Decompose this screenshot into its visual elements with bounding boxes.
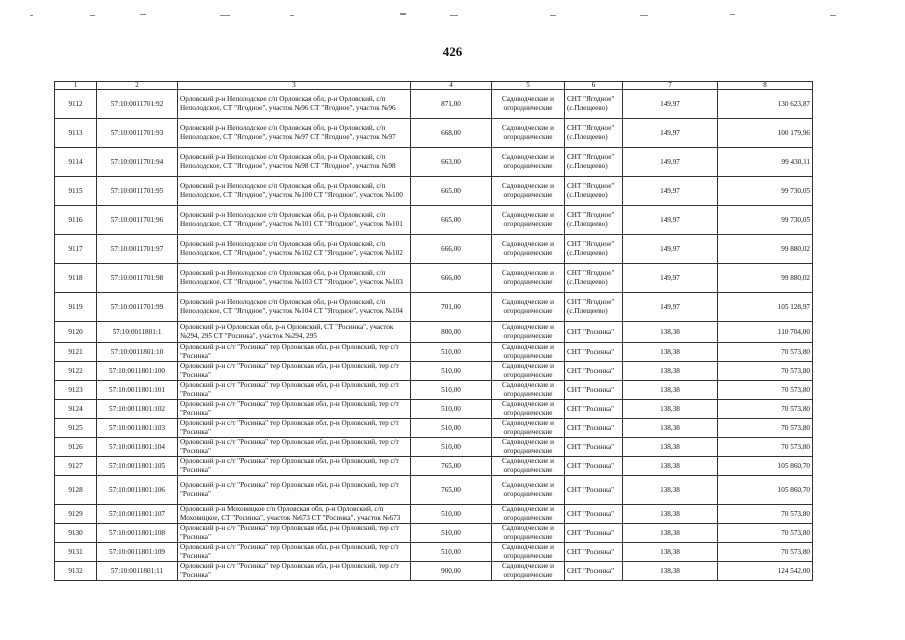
partnership-name-cell: СНТ "Ягодное" (с.Плещеево) [565,293,623,322]
area-cell: 510,00 [411,419,492,438]
row-number-cell: 9117 [55,235,97,264]
cadastral-value-cell: 70 573,80 [718,419,813,438]
land-use-cell: Садоводческие и огороднические [492,177,565,206]
partnership-name-cell: СНТ "Ягодное" (с.Плещеево) [565,235,623,264]
address-cell: Орловский р-н с/т "Росинка" тер Орловская обл, р-н Орловский, тер с/т "Росинка" [178,457,411,476]
column-number-row [55,82,813,90]
land-use-cell: Садоводческие и огороднические [492,476,565,505]
row-number-cell: 9124 [55,400,97,419]
area-cell: 510,00 [411,362,492,381]
row-number-cell: 9112 [55,90,97,119]
address-cell: Орловский р-н Неполодское с/п Орловская обл, р-н Орловский, с/п Неполодское, СТ "Ягодное", участок №102 СТ "Ягодное", участок №102 [178,235,411,264]
table-row [55,476,813,505]
partnership-name-cell: СНТ "Ягодное" (с.Плещеево) [565,264,623,293]
partnership-name-cell: СНТ "Ягодное" (с.Плещеево) [565,177,623,206]
unit-price-cell: 138,38 [623,457,718,476]
unit-price-cell: 138,38 [623,438,718,457]
cadastral-number-cell: 57:10:0011801:104 [97,438,178,457]
address-cell: Орловский р-н с/т "Росинка" тер Орловская обл, р-н Орловский, тер с/т "Росинка" [178,381,411,400]
address-cell: Орловский р-н с/т "Росинка" тер Орловская обл, р-н Орловский, тер с/т "Росинка" [178,562,411,581]
unit-price-cell: 149,97 [623,177,718,206]
column-header: 2 [97,82,178,90]
cadastral-number-cell: 57:10:0011801:105 [97,457,178,476]
cadastral-number-cell: 57:10:0011801:109 [97,543,178,562]
unit-price-cell: 138,38 [623,505,718,524]
land-use-cell: Садоводческие и огороднические [492,419,565,438]
area-cell: 666,00 [411,264,492,293]
cadastral-value-cell: 99 880,02 [718,235,813,264]
partnership-name-cell: СНТ "Росинка" [565,381,623,400]
cadastral-value-cell: 105 860,70 [718,457,813,476]
table-row [55,543,813,562]
cadastral-value-cell: 70 573,80 [718,362,813,381]
area-cell: 765,00 [411,457,492,476]
unit-price-cell: 138,38 [623,400,718,419]
table-row [55,505,813,524]
address-cell: Орловский р-н Неполодское с/п Орловская обл, р-н Орловский, с/п Неполодское, СТ "Ягодное", участок №100 СТ "Ягодное", участок №100 [178,177,411,206]
partnership-name-cell: СНТ "Росинка" [565,562,623,581]
column-header: 7 [623,82,718,90]
scan-artifacts [30,12,870,18]
page-number: 426 [442,44,463,59]
row-number-cell: 9127 [55,457,97,476]
address-cell: Орловский р-н с/т "Росинка" тер Орловская обл, р-н Орловский, тер с/т "Росинка" [178,438,411,457]
cadastral-value-cell: 70 573,80 [718,400,813,419]
row-number-cell: 9115 [55,177,97,206]
land-use-cell: Садоводческие и огороднические [492,343,565,362]
cadastral-value-cell: 110 704,00 [718,322,813,343]
cadastral-number-cell: 57:10:0011701:93 [97,119,178,148]
row-number-cell: 9129 [55,505,97,524]
cadastral-number-cell: 57:10:0011701:92 [97,90,178,119]
partnership-name-cell: СНТ "Росинка" [565,362,623,381]
cadastral-number-cell: 57:10:0011801:108 [97,524,178,543]
row-number-cell: 9130 [55,524,97,543]
cadastral-value-cell: 99 730,05 [718,206,813,235]
area-cell: 701,00 [411,293,492,322]
land-use-cell: Садоводческие и огороднические [492,206,565,235]
area-cell: 510,00 [411,400,492,419]
partnership-name-cell: СНТ "Росинка" [565,476,623,505]
area-cell: 765,00 [411,476,492,505]
column-header: 1 [55,82,97,90]
partnership-name-cell: СНТ "Росинка" [565,457,623,476]
table-row [55,362,813,381]
cadastral-value-cell: 99 880,02 [718,264,813,293]
land-use-cell: Садоводческие и огороднические [492,264,565,293]
cadastral-value-cell: 99 730,05 [718,177,813,206]
land-use-cell: Садоводческие и огороднические [492,119,565,148]
row-number-cell: 9113 [55,119,97,148]
row-number-cell: 9131 [55,543,97,562]
table-row [55,148,813,177]
address-cell: Орловский р-н с/т "Росинка" тер Орловская обл, р-н Орловский, тер с/т "Росинка" [178,476,411,505]
table-row [55,457,813,476]
column-header: 4 [411,82,492,90]
area-cell: 510,00 [411,505,492,524]
land-use-cell: Садоводческие и огороднические [492,457,565,476]
cadastral-number-cell: 57:10:0011801:101 [97,381,178,400]
unit-price-cell: 149,97 [623,235,718,264]
row-number-cell: 9132 [55,562,97,581]
cadastral-number-cell: 57:10:0011701:98 [97,264,178,293]
unit-price-cell: 138,38 [623,381,718,400]
unit-price-cell: 149,97 [623,119,718,148]
land-use-cell: Садоводческие и огороднические [492,90,565,119]
cadastral-value-cell: 99 430,11 [718,148,813,177]
partnership-name-cell: СНТ "Ягодное" (с.Плещеево) [565,206,623,235]
unit-price-cell: 138,38 [623,322,718,343]
partnership-name-cell: СНТ "Росинка" [565,438,623,457]
cadastral-value-cell: 70 573,80 [718,543,813,562]
land-use-cell: Садоводческие и огороднические [492,438,565,457]
column-header: 6 [565,82,623,90]
cadastral-value-cell: 105 128,97 [718,293,813,322]
land-use-cell: Садоводческие и огороднические [492,293,565,322]
table-row [55,322,813,343]
cadastral-number-cell: 57:10:0011801:107 [97,505,178,524]
partnership-name-cell: СНТ "Росинка" [565,419,623,438]
row-number-cell: 9116 [55,206,97,235]
cadastral-value-cell: 124 542,00 [718,562,813,581]
address-cell: Орловский р-н Неполодское с/п Орловская обл, р-н Орловский, с/п Неполодское, СТ "Ягодное", участок №98 СТ "Ягодное", участок №98 [178,148,411,177]
partnership-name-cell: СНТ "Росинка" [565,400,623,419]
address-cell: Орловский р-н с/т "Росинка" тер Орловская обл, р-н Орловский, тер с/т "Росинка" [178,419,411,438]
address-cell: Орловский р-н с/т "Росинка" тер Орловская обл, р-н Орловский, тер с/т "Росинка" [178,362,411,381]
row-number-cell: 9118 [55,264,97,293]
row-number-cell: 9119 [55,293,97,322]
area-cell: 510,00 [411,438,492,457]
unit-price-cell: 149,97 [623,264,718,293]
partnership-name-cell: СНТ "Ягодное" (с.Плещеево) [565,148,623,177]
unit-price-cell: 138,38 [623,476,718,505]
table-row [55,381,813,400]
table-row [55,524,813,543]
address-cell: Орловский р-н с/т "Росинка" тер Орловская обл, р-н Орловский, тер с/т "Росинка" [178,343,411,362]
row-number-cell: 9121 [55,343,97,362]
partnership-name-cell: СНТ "Росинка" [565,322,623,343]
area-cell: 663,00 [411,148,492,177]
cadastral-value-cell: 105 860,70 [718,476,813,505]
cadastral-value-cell: 70 573,80 [718,524,813,543]
unit-price-cell: 138,38 [623,543,718,562]
cadastral-number-cell: 57:10:0011701:96 [97,206,178,235]
land-use-cell: Садоводческие и огороднические [492,148,565,177]
cadastral-number-cell: 57:10:0011801:100 [97,362,178,381]
partnership-name-cell: СНТ "Ягодное" (с.Плещеево) [565,90,623,119]
partnership-name-cell: СНТ "Росинка" [565,343,623,362]
table-row [55,206,813,235]
unit-price-cell: 149,97 [623,148,718,177]
land-registry-table [54,81,813,581]
address-cell: Орловский р-н Неполодское с/п Орловская обл, р-н Орловский, с/п Неполодское, СТ "Ягодное", участок №101 СТ "Ягодное", участок №101 [178,206,411,235]
table-row [55,177,813,206]
cadastral-number-cell: 57:10:0011701:94 [97,148,178,177]
table-row [55,438,813,457]
address-cell: Орловский р-н Моховицкое с/п Орловская обл, р-н Орловский, с/п Моховицкое, СТ "Росинка", участок №673 СТ "Росинка", участок №673 [178,505,411,524]
partnership-name-cell: СНТ "Росинка" [565,505,623,524]
area-cell: 665,00 [411,177,492,206]
unit-price-cell: 149,97 [623,293,718,322]
address-cell: Орловский р-н Орловская обл, р-н Орловский, СТ "Росинка", участок №294, 295 СТ "Росинка", участок №294, 295 [178,322,411,343]
cadastral-value-cell: 100 179,96 [718,119,813,148]
cadastral-number-cell: 57:10:0011801:10 [97,343,178,362]
land-use-cell: Садоводческие и огороднические [492,505,565,524]
partnership-name-cell: СНТ "Росинка" [565,524,623,543]
land-use-cell: Садоводческие и огороднические [492,235,565,264]
area-cell: 510,00 [411,343,492,362]
cadastral-number-cell: 57:10:0011701:97 [97,235,178,264]
column-header: 8 [718,82,813,90]
table-row [55,419,813,438]
partnership-name-cell: СНТ "Росинка" [565,543,623,562]
cadastral-number-cell: 57:10:0011801:1 [97,322,178,343]
table-row [55,264,813,293]
cadastral-value-cell: 70 573,80 [718,343,813,362]
unit-price-cell: 138,38 [623,419,718,438]
area-cell: 666,00 [411,235,492,264]
area-cell: 871,00 [411,90,492,119]
address-cell: Орловский р-н Неполодское с/п Орловская обл, р-н Орловский, с/п Неполодское, СТ "Ягодное", участок №96 СТ "Ягодное", участок №96 [178,90,411,119]
cadastral-value-cell: 130 623,87 [718,90,813,119]
cadastral-number-cell: 57:10:0011801:103 [97,419,178,438]
address-cell: Орловский р-н с/т "Росинка" тер Орловская обл, р-н Орловский, тер с/т "Росинка" [178,543,411,562]
partnership-name-cell: СНТ "Ягодное" (с.Плещеево) [565,119,623,148]
unit-price-cell: 138,38 [623,562,718,581]
land-use-cell: Садоводческие и огороднические [492,362,565,381]
area-cell: 668,00 [411,119,492,148]
row-number-cell: 9126 [55,438,97,457]
unit-price-cell: 149,97 [623,206,718,235]
land-use-cell: Садоводческие и огороднические [492,322,565,343]
land-use-cell: Садоводческие и огороднические [492,381,565,400]
unit-price-cell: 138,38 [623,362,718,381]
land-use-cell: Садоводческие и огороднические [492,524,565,543]
unit-price-cell: 138,38 [623,524,718,543]
address-cell: Орловский р-н Неполодское с/п Орловская обл, р-н Орловский, с/п Неполодское, СТ "Ягодное", участок №97 СТ "Ягодное", участок №97 [178,119,411,148]
table-row [55,119,813,148]
row-number-cell: 9128 [55,476,97,505]
cadastral-value-cell: 70 573,80 [718,505,813,524]
table-row [55,562,813,581]
cadastral-number-cell: 57:10:0011801:102 [97,400,178,419]
area-cell: 800,00 [411,322,492,343]
address-cell: Орловский р-н Неполодское с/п Орловская обл, р-н Орловский, с/п Неполодское, СТ "Ягодное", участок №103 СТ "Ягодное", участок №103 [178,264,411,293]
table-row [55,293,813,322]
address-cell: Орловский р-н Неполодское с/п Орловская обл, р-н Орловский, с/п Неполодское, СТ "Ягодное", участок №104 СТ "Ягодное", участок №104 [178,293,411,322]
cadastral-number-cell: 57:10:0011701:99 [97,293,178,322]
row-number-cell: 9120 [55,322,97,343]
table-row [55,400,813,419]
column-header: 3 [178,82,411,90]
land-use-cell: Садоводческие и огороднические [492,562,565,581]
cadastral-number-cell: 57:10:0011801:106 [97,476,178,505]
area-cell: 900,00 [411,562,492,581]
unit-price-cell: 138,38 [623,343,718,362]
row-number-cell: 9123 [55,381,97,400]
row-number-cell: 9122 [55,362,97,381]
land-use-cell: Садоводческие и огороднические [492,400,565,419]
row-number-cell: 9114 [55,148,97,177]
cadastral-value-cell: 70 573,80 [718,438,813,457]
cadastral-value-cell: 70 573,80 [718,381,813,400]
cadastral-number-cell: 57:10:0011801:11 [97,562,178,581]
area-cell: 510,00 [411,543,492,562]
area-cell: 665,00 [411,206,492,235]
cadastral-number-cell: 57:10:0011701:95 [97,177,178,206]
row-number-cell: 9125 [55,419,97,438]
address-cell: Орловский р-н с/т "Росинка" тер Орловская обл, р-н Орловский, тер с/т "Росинка" [178,400,411,419]
unit-price-cell: 149,97 [623,90,718,119]
address-cell: Орловский р-н с/т "Росинка" тер Орловская обл, р-н Орловский, тер с/т "Росинка" [178,524,411,543]
table-row [55,343,813,362]
table-row [55,90,813,119]
column-header: 5 [492,82,565,90]
table-row [55,235,813,264]
area-cell: 510,00 [411,381,492,400]
land-use-cell: Садоводческие и огороднические [492,543,565,562]
area-cell: 510,00 [411,524,492,543]
